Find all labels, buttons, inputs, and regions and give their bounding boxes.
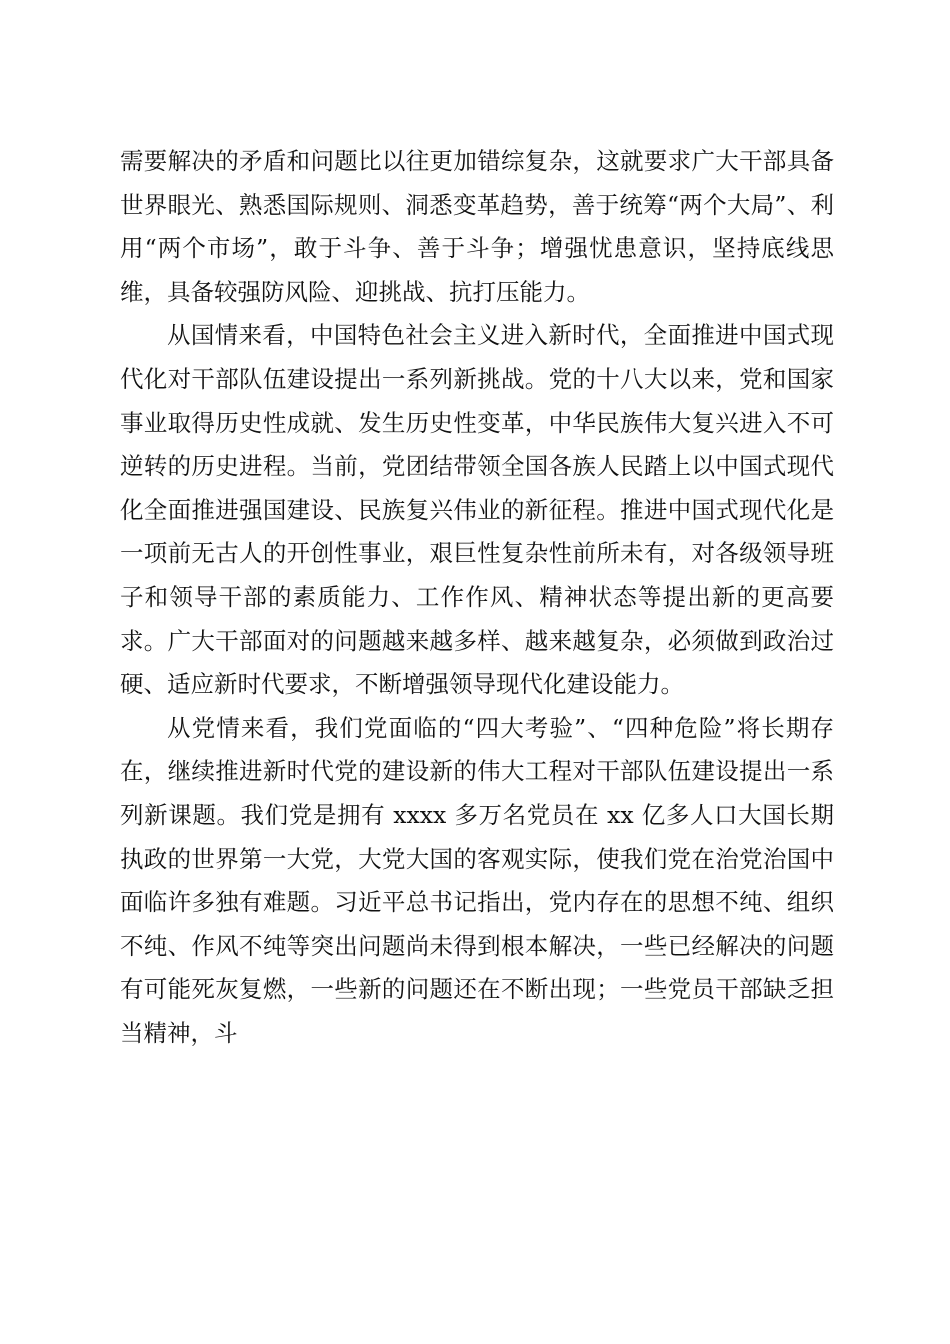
paragraph-1: 需要解决的矛盾和问题比以往更加错综复杂，这就要求广大干部具备世界眼光、熟悉国际规则、洞悉变革趋势，善于统筹“两个大局”、利用“两个市场”，敢于斗争、善于斗争；增强忧患意识，坚持底线思维，具备较强防风险、迎挑战、抗打压能力。: [120, 147, 834, 306]
paragraph-2: 从国情来看，中国特色社会主义进入新时代，全面推进中国式现代化对干部队伍建设提出一系列新挑战。党的十八大以来，党和国家事业取得历史性成就、发生历史性变革，中华民族伟大复兴进入不可逆转的历史进程。当前，党团结带领全国各族人民踏上以中国式现代化全面推进强国建设、民族复兴伟业的新征程。推进中国式现代化是一项前无古人的开创性事业，艰巨性复杂性前所未有，对各级领导班子和领导干部的素质能力、工作作风、精神状态等提出新的更高要求。广大干部面对的问题越来越多样、越来越复杂，必须做到政治过硬、适应新时代要求，不断增强领导现代化建设能力。: [120, 321, 834, 699]
paragraph-3: 从党情来看，我们党面临的“四大考验”、“四种危险”将长期存在，继续推进新时代党的建设新的伟大工程对干部队伍建设提出一系列新课题。我们党是拥有 xxxx 多万名党员在 xx 亿多人口大国长期执政的世界第一大党，大党大国的客观实际，使我们党在治党治国中面临许多独有难题。习近平总书记指出，党内存在的思想不纯、组织不纯、作风不纯等突出问题尚未得到根本解决，一些已经解决的问题有可能死灰复燃，一些新的问题还在不断出现；一些党员干部缺乏担当精神，斗: [120, 713, 834, 1047]
body-text: [120, 140, 834, 1055]
